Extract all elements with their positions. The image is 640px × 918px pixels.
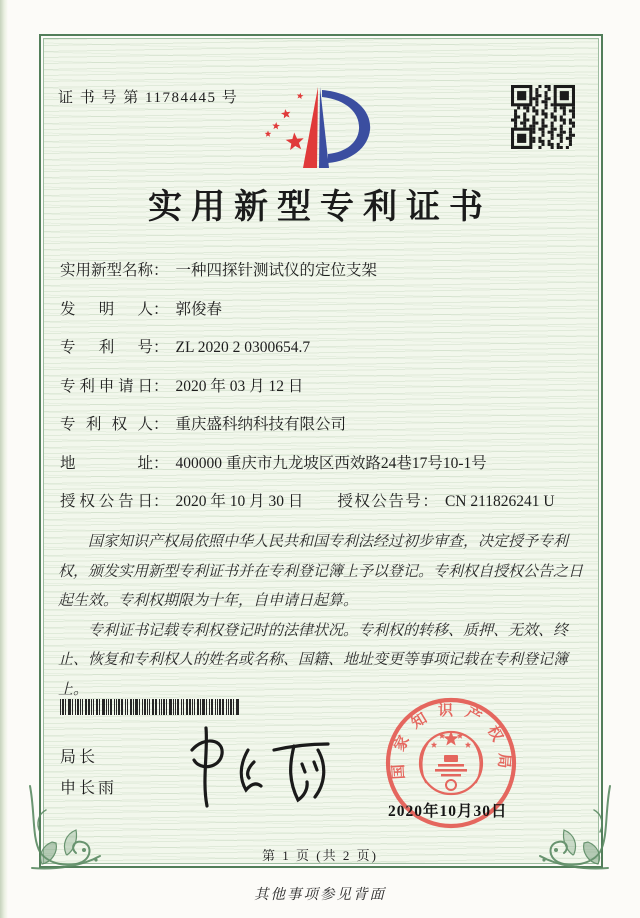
field-value: 一种四探针测试仪的定位支架 <box>175 262 378 279</box>
colon: ： <box>153 416 169 433</box>
legal-text-block <box>58 528 585 705</box>
director-name: 申长雨 <box>60 780 118 797</box>
scan-edge-shadow <box>0 0 8 918</box>
colon: ： <box>153 377 169 395</box>
colon: ： <box>153 339 169 356</box>
field-value: 400000 重庆市九龙坡区西效路24巷17号10-1号 <box>175 454 487 472</box>
field-label: 发明人 <box>60 300 153 318</box>
barcode <box>60 699 242 715</box>
field-label: 专利申请日 <box>60 377 153 395</box>
seal-date: 2020年10月30日 <box>388 803 508 820</box>
field-value: ZL 2020 2 0300654.7 <box>175 339 311 356</box>
legal-paragraph: 国家知识产权局依照中华人民共和国专利法经过初步审查，决定授予专利权，颁发实用新型专利证书并在专利登记簿上予以登记。专利权自授权公告之日起生效。专利权期限为十年，自申请日起算。 <box>58 534 584 609</box>
legal-paragraph: 专利证书记载专利权登记时的法律状况。专利权的转移、质押、无效、终止、恢复和专利权人的姓名或名称、国籍、地址变更等事项记载在专利登记簿上。 <box>58 622 569 698</box>
field-row-grant-date <box>60 489 575 512</box>
field-value: 重庆盛科纳科技有限公司 <box>175 416 347 433</box>
field-label: 实用新型名称 <box>60 262 153 279</box>
cnipa-logo-icon <box>256 84 384 170</box>
field-label: 地址 <box>60 454 153 472</box>
field-label: 专利权人 <box>60 416 153 433</box>
field-row-inventor <box>60 297 575 320</box>
field-label: 授权公告号 <box>337 493 423 510</box>
back-side-note: 其他事项参见背面 <box>254 887 386 903</box>
qr-code <box>511 85 575 149</box>
page-number: 第 1 页 (共 2 页) <box>262 848 378 863</box>
field-pair-grant-no <box>337 493 554 510</box>
field-row-address <box>60 451 575 474</box>
field-value: 郭俊春 <box>175 300 223 318</box>
certificate-number: 证 书 号 第 11784445 号 <box>58 90 239 106</box>
certificate-title: 实用新型专利证书 <box>148 189 492 226</box>
field-value: 2020 年 03 月 12 日 <box>175 377 304 395</box>
field-value: CN 211826241 U <box>444 493 555 510</box>
colon: ： <box>422 493 438 510</box>
field-row-filing-date <box>60 374 575 397</box>
colon: ： <box>153 493 169 510</box>
colon: ： <box>153 454 169 472</box>
field-value: 2020 年 10 月 30 日 <box>175 493 304 510</box>
colon: ： <box>153 300 169 318</box>
colon: ： <box>153 262 169 279</box>
field-row-name <box>60 258 575 281</box>
field-row-patentee <box>60 412 575 435</box>
director-signature <box>176 716 340 811</box>
field-list <box>60 258 575 528</box>
director-title: 局长 <box>60 749 99 766</box>
field-row-patent-no <box>60 335 575 358</box>
field-label: 授权公告日 <box>60 493 153 510</box>
seal-text: 国家知识产权局 <box>390 703 512 780</box>
field-label: 专利号 <box>60 339 153 356</box>
director-block <box>60 742 117 804</box>
